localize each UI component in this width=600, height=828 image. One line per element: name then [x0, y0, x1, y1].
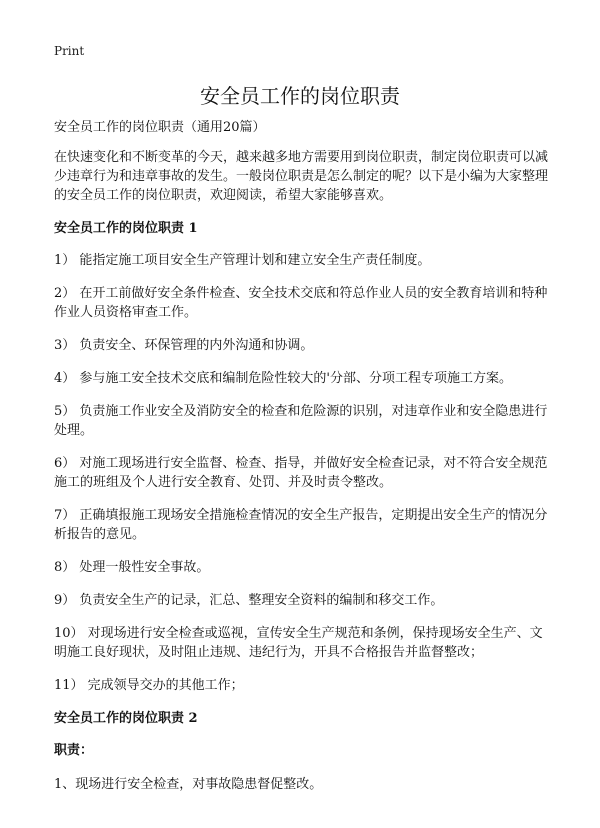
document-title: 安全员工作的岗位职责: [200, 84, 400, 108]
intro-paragraph: 在快速变化和不断变革的今天，越来越多地方需要用到岗位职责，制定岗位职责可以减少违章行为和违章事故的发生。一般岗位职责是怎么制定的呢？以下是小编为大家整理的安全员工作的岗位职责，欢迎阅读，希望大家能够喜欢。: [54, 150, 549, 203]
list-item: 11） 完成领导交办的其他工作；: [54, 678, 244, 693]
list-item: 4） 参与施工安全技术交底和编制危险性较大的'分部、分项工程专项施工方案。: [54, 371, 512, 386]
section-heading-2: 安全员工作的岗位职责 2: [54, 711, 198, 726]
list-item: 8） 处理一般性安全事故。: [54, 560, 210, 575]
list-item: 6） 对施工现场进行安全监督、检查、指导，并做好安全检查记录，对不符合安全规范施工的班组及个人进行安全教育、处罚、并及时责令整改。: [54, 456, 548, 490]
duties-label: 职责：: [54, 743, 94, 758]
list-item: 10） 对现场进行安全检查或巡视，宣传安全生产规范和条例，保持现场安全生产、文明施工良好现状，及时阻止违规、违纪行为，开具不合格报告并监督整改；: [54, 626, 543, 660]
list-item: 3） 负责安全、环保管理的内外沟通和协调。: [54, 338, 314, 353]
list-item: 7） 正确填报施工现场安全措施检查情况的安全生产报告，定期提出安全生产的情况分析报告的意见。: [54, 508, 548, 542]
section-heading-1: 安全员工作的岗位职责 1: [54, 221, 198, 236]
print-link[interactable]: Print: [54, 44, 85, 58]
list-item: 1） 能指定施工项目安全生产管理计划和建立安全生产责任制度。: [54, 253, 431, 268]
list-item: 2） 在开工前做好安全条件检查、安全技术交底和符总作业人员的安全教育培训和特种作业人员资格审查工作。: [54, 286, 548, 320]
list-item: 5） 负责施工作业安全及消防安全的检查和危险源的识别，对违章作业和安全隐患进行处理。: [54, 404, 548, 438]
list-item: 1、现场进行安全检查，对事故隐患督促整改。: [54, 777, 323, 792]
document-subtitle: 安全员工作的岗位职责（通用20篇）: [54, 120, 266, 135]
list-item: 9） 负责安全生产的记录，汇总、整理安全资料的编制和移交工作。: [54, 593, 444, 608]
document-body: [54, 118, 554, 808]
